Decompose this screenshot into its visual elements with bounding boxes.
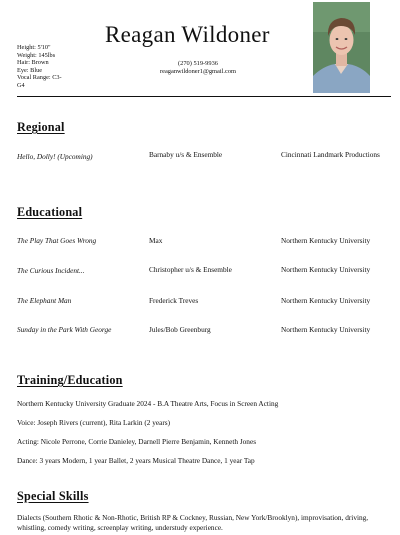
contact-info	[148, 60, 248, 77]
educational-show: Sunday in the Park With George	[17, 325, 112, 334]
training-line: Voice: Joseph Rivers (current), Rita Larkin (2 years)	[17, 418, 171, 427]
training-line: Dance: 3 years Modern, 1 year Ballet, 2 years Musical Theatre Dance, 1 year Tap	[17, 456, 255, 465]
actor-name: Reagan Wildoner	[105, 22, 270, 47]
headshot-photo	[313, 2, 370, 93]
regional-show: Hello, Dolly! (Upcoming)	[17, 152, 93, 161]
section-heading-training: Training/Education	[17, 373, 123, 387]
section-heading-skills: Special Skills	[17, 489, 89, 503]
educational-company: Northern Kentucky University	[281, 236, 371, 245]
headshot-illustration	[313, 2, 370, 93]
section-heading-regional: Regional	[17, 120, 65, 134]
stat-height: Height: 5'10"	[17, 44, 51, 51]
phone-number: (270) 519-9936	[178, 60, 218, 67]
educational-role: Jules/Bob Greenburg	[149, 325, 211, 334]
training-line: Acting: Nicole Perrone, Corrie Danieley, Darnell Pierre Benjamin, Kenneth Jones	[17, 437, 257, 446]
regional-role: Barnaby u/s & Ensemble	[149, 150, 223, 159]
stat-vocal-range: Vocal Range: C3-	[17, 74, 62, 82]
email-address: reaganwildoner1@gmail.com	[160, 68, 236, 76]
educational-company: Northern Kentucky University	[281, 325, 371, 334]
stat-weight: Weight: 145lbs	[17, 51, 56, 59]
physical-stats	[17, 44, 77, 90]
educational-show: The Curious Incident...	[17, 266, 85, 275]
stat-hair: Hair: Brown	[17, 59, 49, 67]
section-heading-educational: Educational	[17, 205, 83, 219]
educational-role: Frederick Treves	[149, 296, 199, 305]
educational-role: Christopher u/s & Ensemble	[149, 265, 232, 274]
educational-company: Northern Kentucky University	[281, 296, 371, 305]
educational-role: Max	[149, 236, 163, 245]
special-skills-text: Dialects (Southern Rhotic & Non-Rhotic, British RP & Cockney, Russian, New York/Brooklyn), improvisation, driving, whistling, comedy writing, screenplay writing, understudy experience.	[17, 513, 369, 532]
header-divider	[17, 96, 391, 97]
regional-company: Cincinnati Landmark Productions	[281, 150, 380, 159]
training-line: Northern Kentucky University Graduate 2024 - B.A Theatre Arts, Focus in Screen Acting	[17, 399, 279, 408]
educational-show: The Play That Goes Wrong	[17, 236, 97, 245]
stat-vocal-range-end: G4	[17, 81, 25, 89]
educational-company: Northern Kentucky University	[281, 265, 371, 274]
educational-show: The Elephant Man	[17, 296, 72, 305]
stat-eye: Eye: Blue	[17, 66, 43, 74]
